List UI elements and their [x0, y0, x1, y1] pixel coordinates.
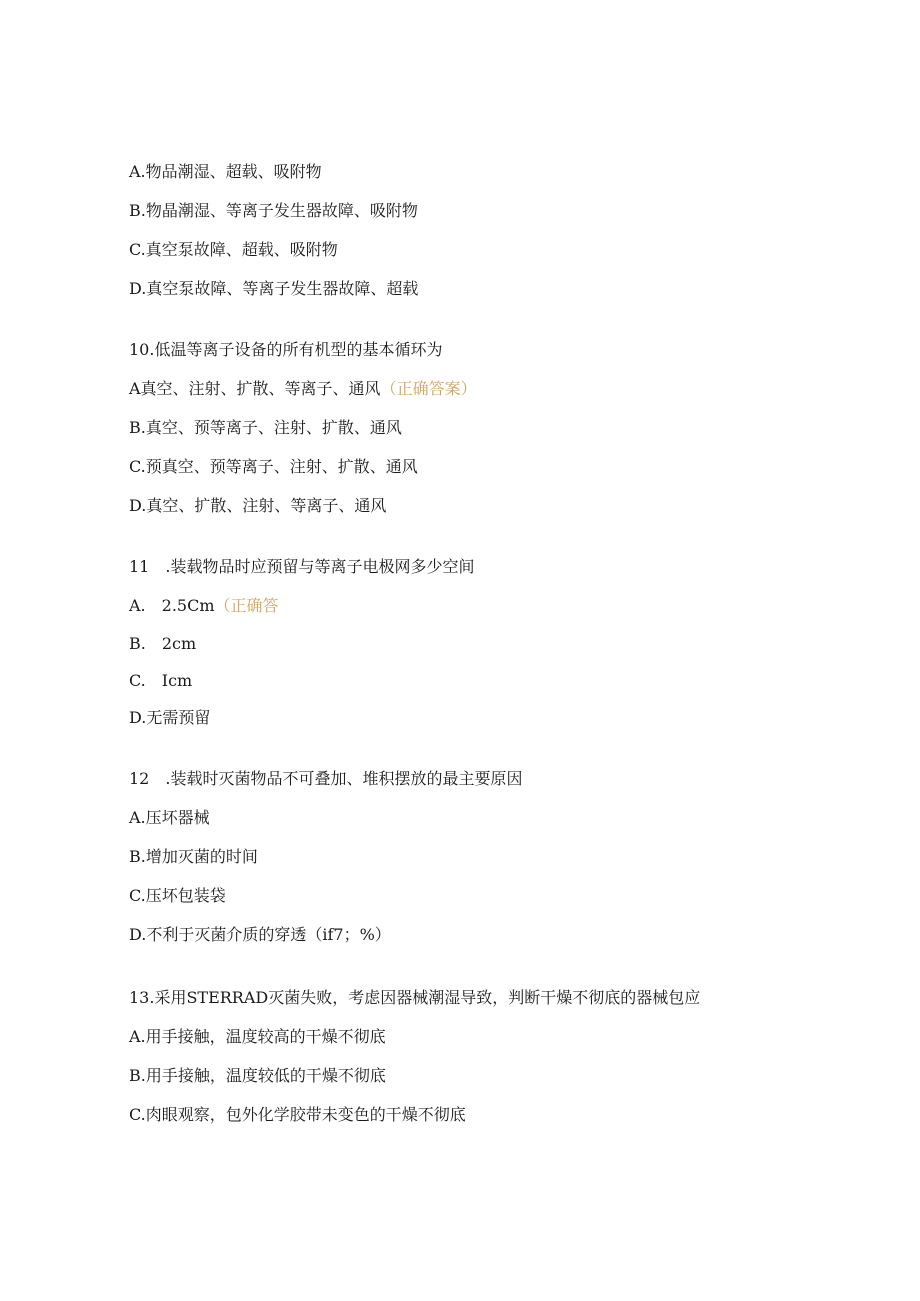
- q13-option-b: B.用手接触，温度较低的干燥不彻底: [129, 1066, 386, 1085]
- q11-option-a: [129, 596, 279, 616]
- q11-correct-answer-mark: （正确答: [214, 596, 279, 615]
- q10-question: 10.低温等离子设备的所有机型的基本循环为: [129, 340, 443, 359]
- q10-option-d: D.真空、扩散、注射、等离子、通风: [129, 496, 387, 515]
- q13-question: 13.采用STERRAD灭菌失败，考虑因器械潮湿导致，判断干燥不彻底的器械包应: [129, 988, 701, 1007]
- q10-correct-answer-mark: （正确答案）: [380, 379, 477, 398]
- q9-option-a: A.物品潮湿、超载、吸附物: [129, 162, 322, 181]
- q9-option-b: B.物晶潮湿、等离子发生器故障、吸附物: [129, 201, 418, 220]
- q12-question: 12 .装载时灭菌物品不可叠加、堆积摆放的最主要原因: [129, 769, 523, 788]
- q9-option-c: C.真空泵故障、超载、吸附物: [129, 240, 338, 259]
- q10-option-a-text: A真空、注射、扩散、等离子、通风: [129, 379, 381, 398]
- q12-option-d: D.不利于灭菌介质的穿透（if7；%）: [129, 925, 391, 944]
- q12-option-a: A.压坏器械: [129, 808, 210, 827]
- q10-option-b: B.真空、预等离子、注射、扩散、通风: [129, 418, 402, 437]
- q9-option-d: D.真空泵故障、等离子发生器故障、超载: [129, 279, 419, 298]
- q10-option-c: C.预真空、预等离子、注射、扩散、通风: [129, 457, 418, 476]
- q12-option-c: C.压坏包装袋: [129, 886, 226, 905]
- q12-option-b: B.增加灭菌的时间: [129, 847, 258, 866]
- q13-option-c: C.肉眼观察，包外化学胶带未变色的干燥不彻底: [129, 1105, 466, 1124]
- q11-option-c: C. Icm: [129, 671, 193, 690]
- q13-option-a: A.用手接触，温度较高的干燥不彻底: [129, 1027, 386, 1046]
- q11-question: 11 .装载物品时应预留与等离子电极网多少空间: [129, 557, 475, 576]
- q10-option-a: [129, 379, 477, 399]
- q11-option-a-text: A. 2.5Cm: [129, 596, 215, 615]
- q11-option-b: B. 2cm: [129, 634, 197, 653]
- q11-option-d: D.无需预留: [129, 708, 211, 727]
